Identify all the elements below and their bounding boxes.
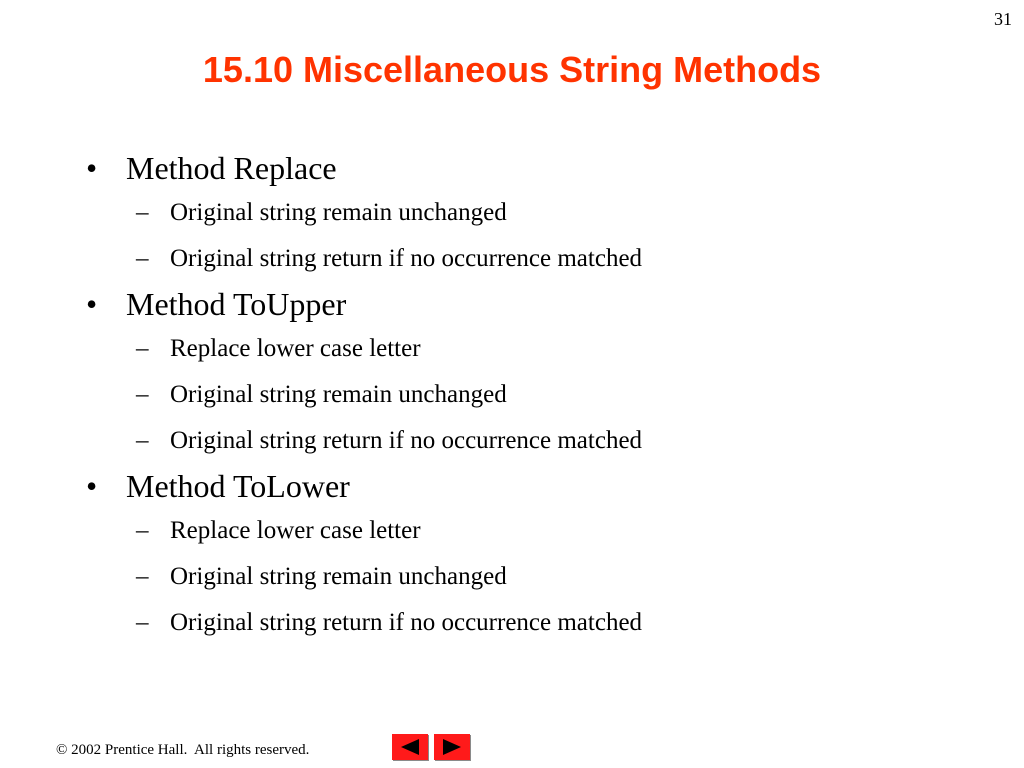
sub-item: [136, 600, 986, 646]
dash-icon: –: [136, 609, 149, 636]
sub-item-text: Replace lower case letter: [170, 335, 421, 362]
section-method-tolower: [86, 464, 986, 646]
bullet-icon: •: [86, 150, 98, 186]
dash-icon: –: [136, 427, 149, 454]
bullet-heading: Method ToUpper: [126, 286, 347, 322]
previous-slide-button[interactable]: [392, 734, 428, 760]
sub-item-text: Original string return if no occurrence matched: [170, 609, 643, 636]
sub-list: [86, 326, 986, 464]
dash-icon: –: [136, 563, 149, 590]
bullet-heading: Method Replace: [126, 150, 337, 186]
slide-content: [86, 146, 986, 646]
sub-item: [136, 508, 986, 554]
bullet-icon: •: [86, 468, 98, 504]
sub-item-text: Original string remain unchanged: [170, 199, 507, 226]
sub-list: [86, 508, 986, 646]
copyright-footer: [56, 740, 309, 760]
sub-item-text: Replace lower case letter: [170, 517, 421, 544]
next-slide-button[interactable]: [434, 734, 470, 760]
triangle-right-icon: [441, 738, 463, 756]
dash-icon: –: [136, 245, 149, 272]
dash-icon: –: [136, 517, 149, 544]
copyright-text: 2002 Prentice Hall. All rights reserved.: [67, 742, 310, 758]
sub-item: [136, 236, 986, 282]
dash-icon: –: [136, 335, 149, 362]
sub-item-text: Original string remain unchanged: [170, 381, 507, 408]
dash-icon: –: [136, 381, 149, 408]
bullet-item: [86, 282, 986, 326]
slide-title: 15.10 Miscellaneous String Methods: [202, 49, 822, 90]
bullet-item: [86, 464, 986, 508]
section-method-toupper: [86, 282, 986, 464]
copyright-icon: ©: [56, 742, 68, 758]
sub-item: [136, 418, 986, 464]
sub-item: [136, 372, 986, 418]
sub-item-text: Original string return if no occurrence matched: [170, 427, 643, 454]
dash-icon: –: [136, 199, 149, 226]
bullet-heading: Method ToLower: [126, 468, 350, 504]
section-method-replace: [86, 146, 986, 282]
sub-list: [86, 190, 986, 282]
sub-item: [136, 554, 986, 600]
slide-navigation: [392, 734, 470, 760]
slide-page-number: 31: [994, 9, 1012, 29]
sub-item-text: Original string return if no occurrence matched: [170, 245, 643, 272]
bullet-icon: •: [86, 286, 98, 322]
sub-item: [136, 190, 986, 236]
sub-item-text: Original string remain unchanged: [170, 563, 507, 590]
triangle-left-icon: [399, 738, 421, 756]
bullet-item: [86, 146, 986, 190]
sub-item: [136, 326, 986, 372]
